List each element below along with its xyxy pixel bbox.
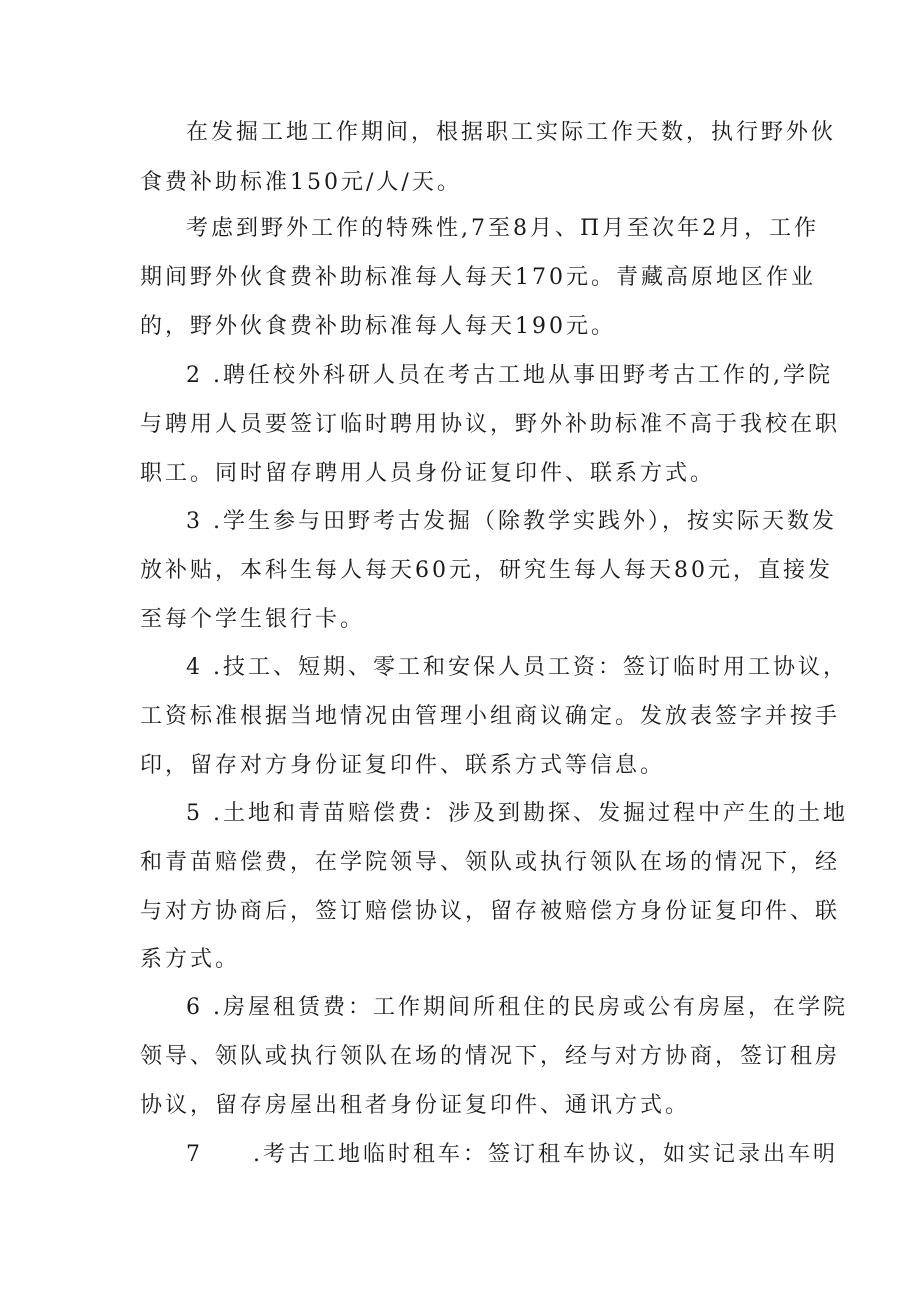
paragraph-line: 协议，留存房屋出租者身份证复印件、通讯方式。 bbox=[140, 1093, 691, 1118]
paragraph-line: 食费补助标准150元/人/天。 bbox=[140, 170, 462, 195]
paragraph-line: 系方式。 bbox=[140, 947, 241, 972]
paragraph-line: 的，野外伙食费补助标准每人每天190元。 bbox=[140, 314, 616, 339]
paragraph-line: 期间野外伙食费补助标准每人每天170元。青藏高原地区作业 bbox=[140, 265, 816, 290]
paragraph-line: 3 .学生参与田野考古发掘（除教学实践外），按实际天数发 bbox=[186, 509, 837, 534]
paragraph-line: 领导、领队或执行领队在场的情况下，经与对方协商，签订租房 bbox=[140, 1044, 841, 1069]
paragraph-line: 与对方协商后，签订赔偿协议，留存被赔偿方身份证复印件、联 bbox=[140, 899, 841, 924]
paragraph-line: 职工。同时留存聘用人员身份证复印件、联系方式。 bbox=[140, 461, 716, 486]
paragraph-line: 在发掘工地工作期间，根据职工实际工作天数，执行野外伙 bbox=[186, 120, 837, 145]
paragraph-line: 7 .考古工地临时租车：签订租车协议，如实记录出车明 bbox=[186, 1142, 838, 1167]
paragraph-line: 和青苗赔偿费，在学院领导、领队或执行领队在场的情况下，经 bbox=[140, 850, 841, 875]
paragraph-line: 2 .聘任校外科研人员在考古工地从事田野考古工作的,学院 bbox=[186, 363, 833, 388]
paragraph-line: 6 .房屋租赁费：工作期间所租住的民房或公有房屋，在学院 bbox=[186, 995, 848, 1020]
paragraph-line: 印，留存对方身份证复印件、联系方式等信息。 bbox=[140, 753, 666, 778]
paragraph-line: 放补贴，本科生每人每天60元，研究生每人每天80元，直接发 bbox=[140, 558, 833, 583]
paragraph-line: 考虑到野外工作的特殊性,7至8月、Π月至次年2月，工作 bbox=[186, 216, 820, 241]
paragraph-line: 4 .技工、短期、零工和安保人员工资：签订临时用工协议， bbox=[186, 655, 848, 680]
paragraph-line: 5 .土地和青苗赔偿费：涉及到勘探、发掘过程中产生的土地 bbox=[186, 801, 848, 826]
paragraph-line: 至每个学生银行卡。 bbox=[140, 607, 366, 632]
paragraph-line: 工资标准根据当地情况由管理小组商议确定。发放表签字并按手 bbox=[140, 704, 841, 729]
paragraph-line: 与聘用人员要签订临时聘用协议，野外补助标准不高于我校在职 bbox=[140, 412, 841, 437]
